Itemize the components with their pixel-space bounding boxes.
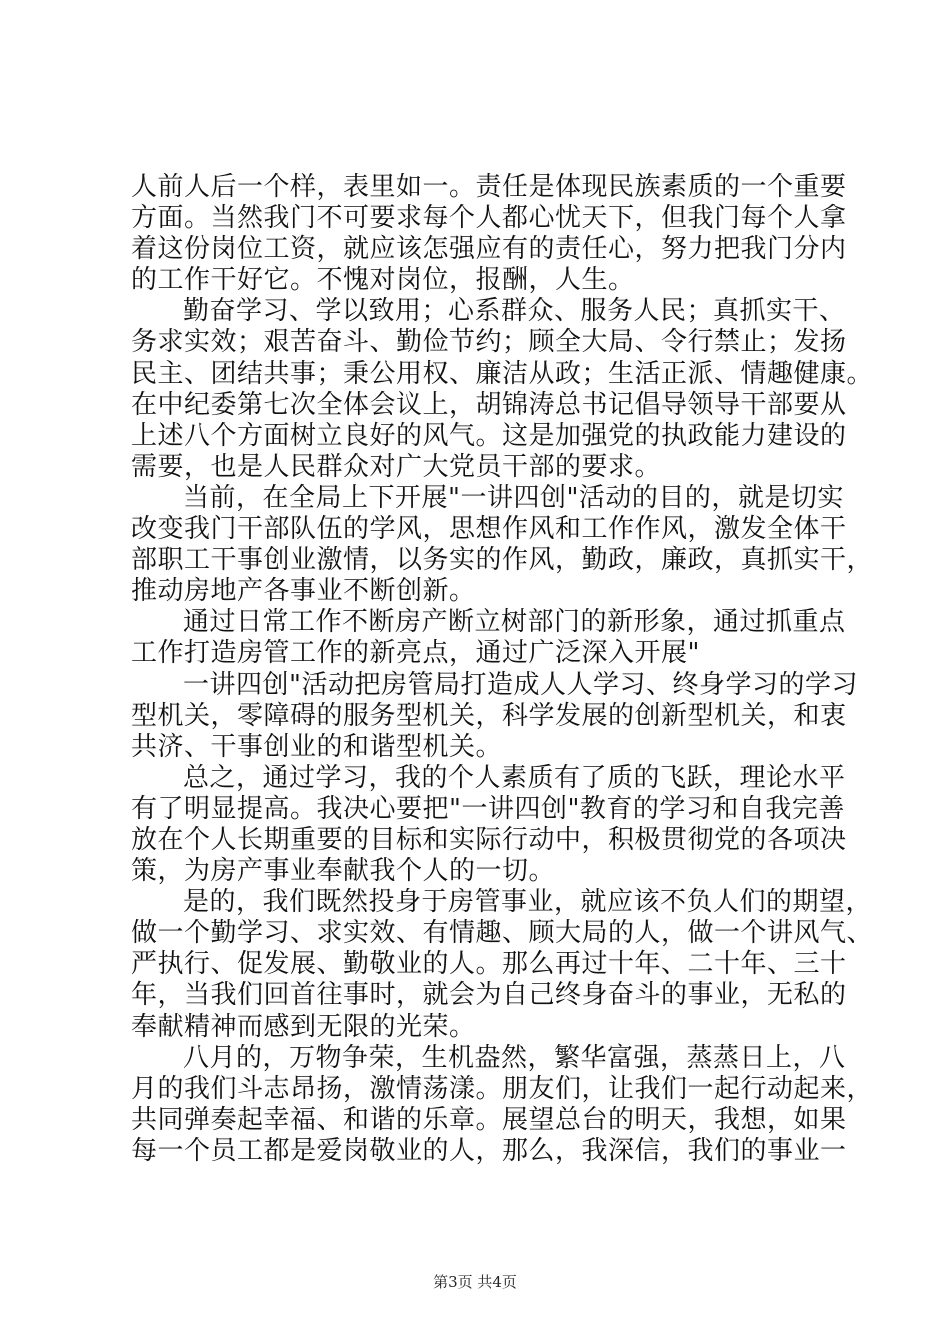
text-line: 部职工干事创业激情，以务实的作风，勤政，廉政，真抓实干， <box>131 545 874 576</box>
text-line: 是的，我们既然投身于房管事业，就应该不负人们的期望， <box>183 887 873 918</box>
page-footer <box>0 1273 950 1291</box>
paragraph <box>131 762 847 887</box>
paragraph <box>131 296 874 483</box>
paragraph <box>131 669 858 763</box>
paragraph <box>131 1042 874 1167</box>
text-line: 总之，通过学习，我的个人素质有了质的飞跃，理论水平 <box>183 762 846 793</box>
text-line: 的工作干好它。不愧对岗位，报酬，人生。 <box>131 265 635 296</box>
text-line: 民主、团结共事；秉公用权、廉洁从政；生活正派、情趣健康。 <box>131 358 874 389</box>
text-line: 做一个勤学习、求实效、有情趣、顾大局的人，做一个讲风气、 <box>131 918 874 949</box>
text-line: 月的我们斗志昂扬，激情荡漾。朋友们，让我们一起行动起来， <box>131 1073 874 1104</box>
text-line: 年，当我们回首往事时，就会为自己终身奋斗的事业，无私的 <box>131 980 847 1011</box>
text-line: 着这份岗位工资，就应该怎强应有的责任心，努力把我门分内 <box>131 234 847 265</box>
text-line: 当前，在全局上下开展"一讲四创"活动的目的，就是切实 <box>183 482 844 513</box>
text-line: 每一个员工都是爱岗敬业的人，那么，我深信，我们的事业一 <box>131 1135 847 1166</box>
text-line: 策，为房产事业奉献我个人的一切。 <box>131 856 556 887</box>
text-line: 八月的，万物争荣，生机盎然，繁华富强，蒸蒸日上，八 <box>183 1042 846 1073</box>
text-line: 一讲四创"活动把房管局打造成人人学习、终身学习的学习 <box>183 669 858 700</box>
text-line: 改变我门干部队伍的学风，思想作风和工作作风，激发全体干 <box>131 514 847 545</box>
text-line: 严执行、促发展、勤敬业的人。那么再过十年、二十年、三十 <box>131 949 847 980</box>
text-line: 需要，也是人民群众对广大党员干部的要求。 <box>131 451 662 482</box>
text-line: 上述八个方面树立良好的风气。这是加强党的执政能力建设的 <box>131 420 847 451</box>
text-line: 人前人后一个样，表里如一。责任是体现民族素质的一个重要 <box>131 172 847 202</box>
text-line: 有了明显提高。我决心要把"一讲四创"教育的学习和自我完善 <box>131 793 845 824</box>
text-line: 共同弹奏起幸福、和谐的乐章。展望总台的明天，我想，如果 <box>131 1104 847 1135</box>
text-line: 型机关，零障碍的服务型机关，科学发展的创新型机关，和衷 <box>131 700 847 731</box>
text-line: 通过日常工作不断房产断立树部门的新形象，通过抓重点 <box>183 607 846 638</box>
paragraph <box>131 607 846 669</box>
page-number-label: 第3页 共4页 <box>433 1273 517 1291</box>
text-line: 推动房地产各事业不断创新。 <box>131 576 476 607</box>
text-line: 共济、干事创业的和谐型机关。 <box>131 731 503 762</box>
paragraph <box>131 482 874 607</box>
text-line: 工作打造房管工作的新亮点，通过广泛深入开展" <box>131 638 700 669</box>
text-line: 在中纪委第七次全体会议上，胡锦涛总书记倡导领导干部要从 <box>131 389 847 420</box>
text-line: 方面。当然我门不可要求每个人都心忧天下，但我门每个人拿 <box>131 203 847 234</box>
text-line: 放在个人长期重要的目标和实际行动中，积极贯彻党的各项决 <box>131 824 847 855</box>
paragraph <box>131 172 847 296</box>
text-line: 勤奋学习、学以致用；心系群众、服务人民；真抓实干、 <box>183 296 846 327</box>
paragraph <box>131 887 874 1042</box>
document-body <box>131 172 874 1167</box>
text-line: 奉献精神而感到无限的光荣。 <box>131 1011 476 1042</box>
text-line: 务求实效；艰苦奋斗、勤俭节约；顾全大局、令行禁止；发扬 <box>131 327 847 358</box>
